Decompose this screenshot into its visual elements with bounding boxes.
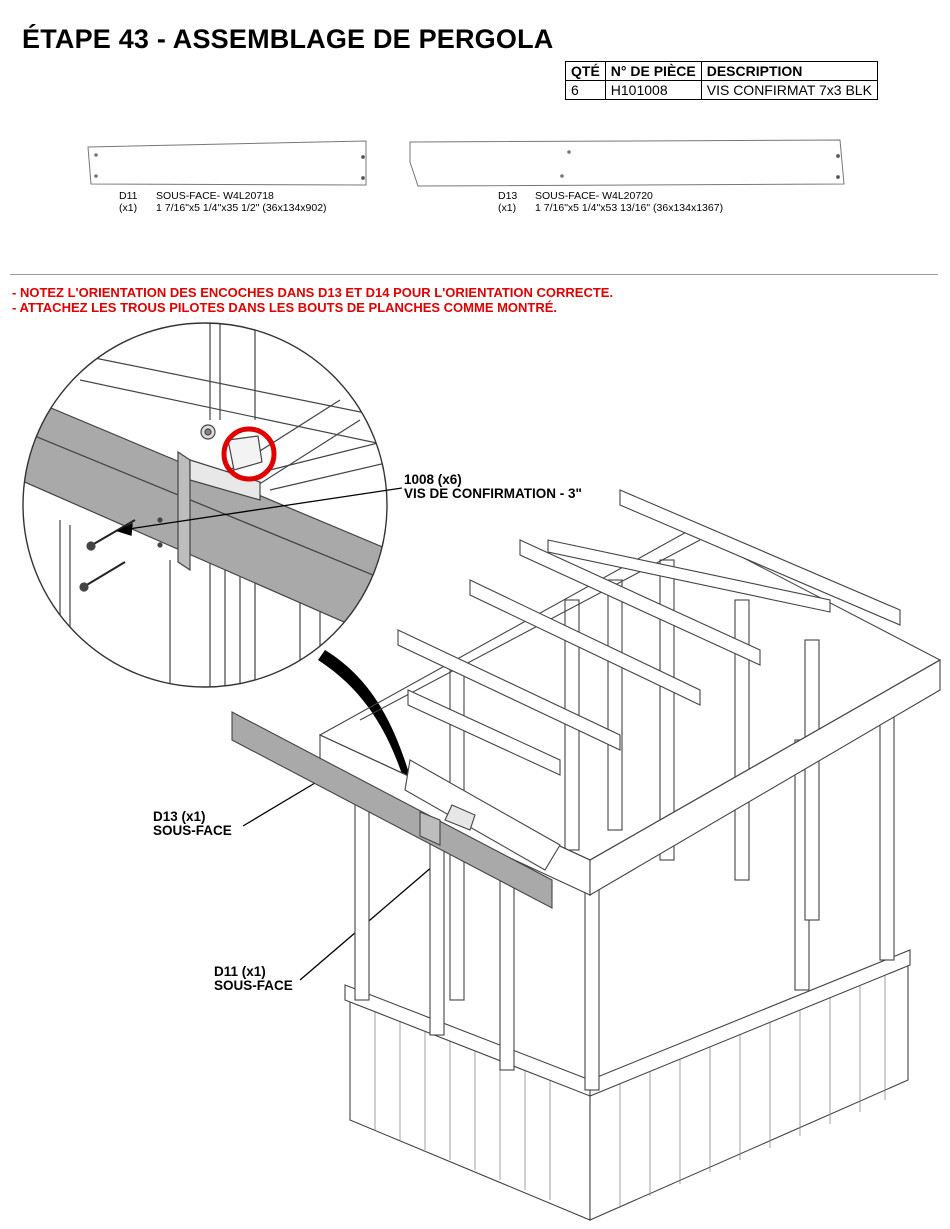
callout-d11-desc: SOUS-FACE	[214, 978, 293, 993]
part-label-d13	[498, 190, 723, 214]
part-name: SOUS-FACE- W4L20720	[535, 190, 653, 202]
callout-d13	[153, 810, 232, 838]
header-part-number: N° DE PIÈCE	[605, 62, 701, 81]
callout-screw-desc: VIS DE CONFIRMATION - 3"	[404, 486, 582, 501]
callout-d13-qty: D13 (x1)	[153, 809, 206, 824]
cell-qty: 6	[566, 81, 606, 100]
part-dims: 1 7/16"x5 1/4"x53 13/16" (36x134x1367)	[535, 202, 724, 214]
cell-part-number: H101008	[605, 81, 701, 100]
instruction-notes	[12, 285, 613, 315]
part-d13-board	[410, 140, 844, 186]
part-id: D11	[119, 190, 138, 202]
part-label-d11	[119, 190, 327, 214]
cell-description: VIS CONFIRMAT 7x3 BLK	[701, 81, 877, 100]
part-name: SOUS-FACE- W4L20718	[156, 190, 274, 202]
part-dims: 1 7/16"x5 1/4"x35 1/2" (36x134x902)	[156, 202, 327, 214]
header-qty: QTÉ	[566, 62, 606, 81]
callout-d13-desc: SOUS-FACE	[153, 823, 232, 838]
callout-d11-qty: D11 (x1)	[214, 964, 266, 979]
note-line: - NOTEZ L'ORIENTATION DES ENCOCHES DANS D13 ET D14 POUR L'ORIENTATION CORRECTE.	[12, 285, 614, 300]
page-title: ÉTAPE 43 - ASSEMBLAGE DE PERGOLA	[22, 24, 554, 54]
part-qty: (x1)	[498, 202, 517, 214]
section-divider	[10, 274, 938, 275]
callout-screw	[404, 473, 582, 501]
part-d11-board	[88, 141, 366, 185]
callout-screw-qty: 1008 (x6)	[404, 472, 462, 487]
callout-d11	[214, 965, 293, 993]
part-qty: (x1)	[119, 202, 138, 214]
detail-circle	[0, 300, 400, 720]
header-description: DESCRIPTION	[701, 62, 877, 81]
part-id: D13	[498, 190, 518, 202]
note-line: - ATTACHEZ LES TROUS PILOTES DANS LES BOUTS DE PLANCHES COMME MONTRÉ.	[12, 300, 558, 315]
